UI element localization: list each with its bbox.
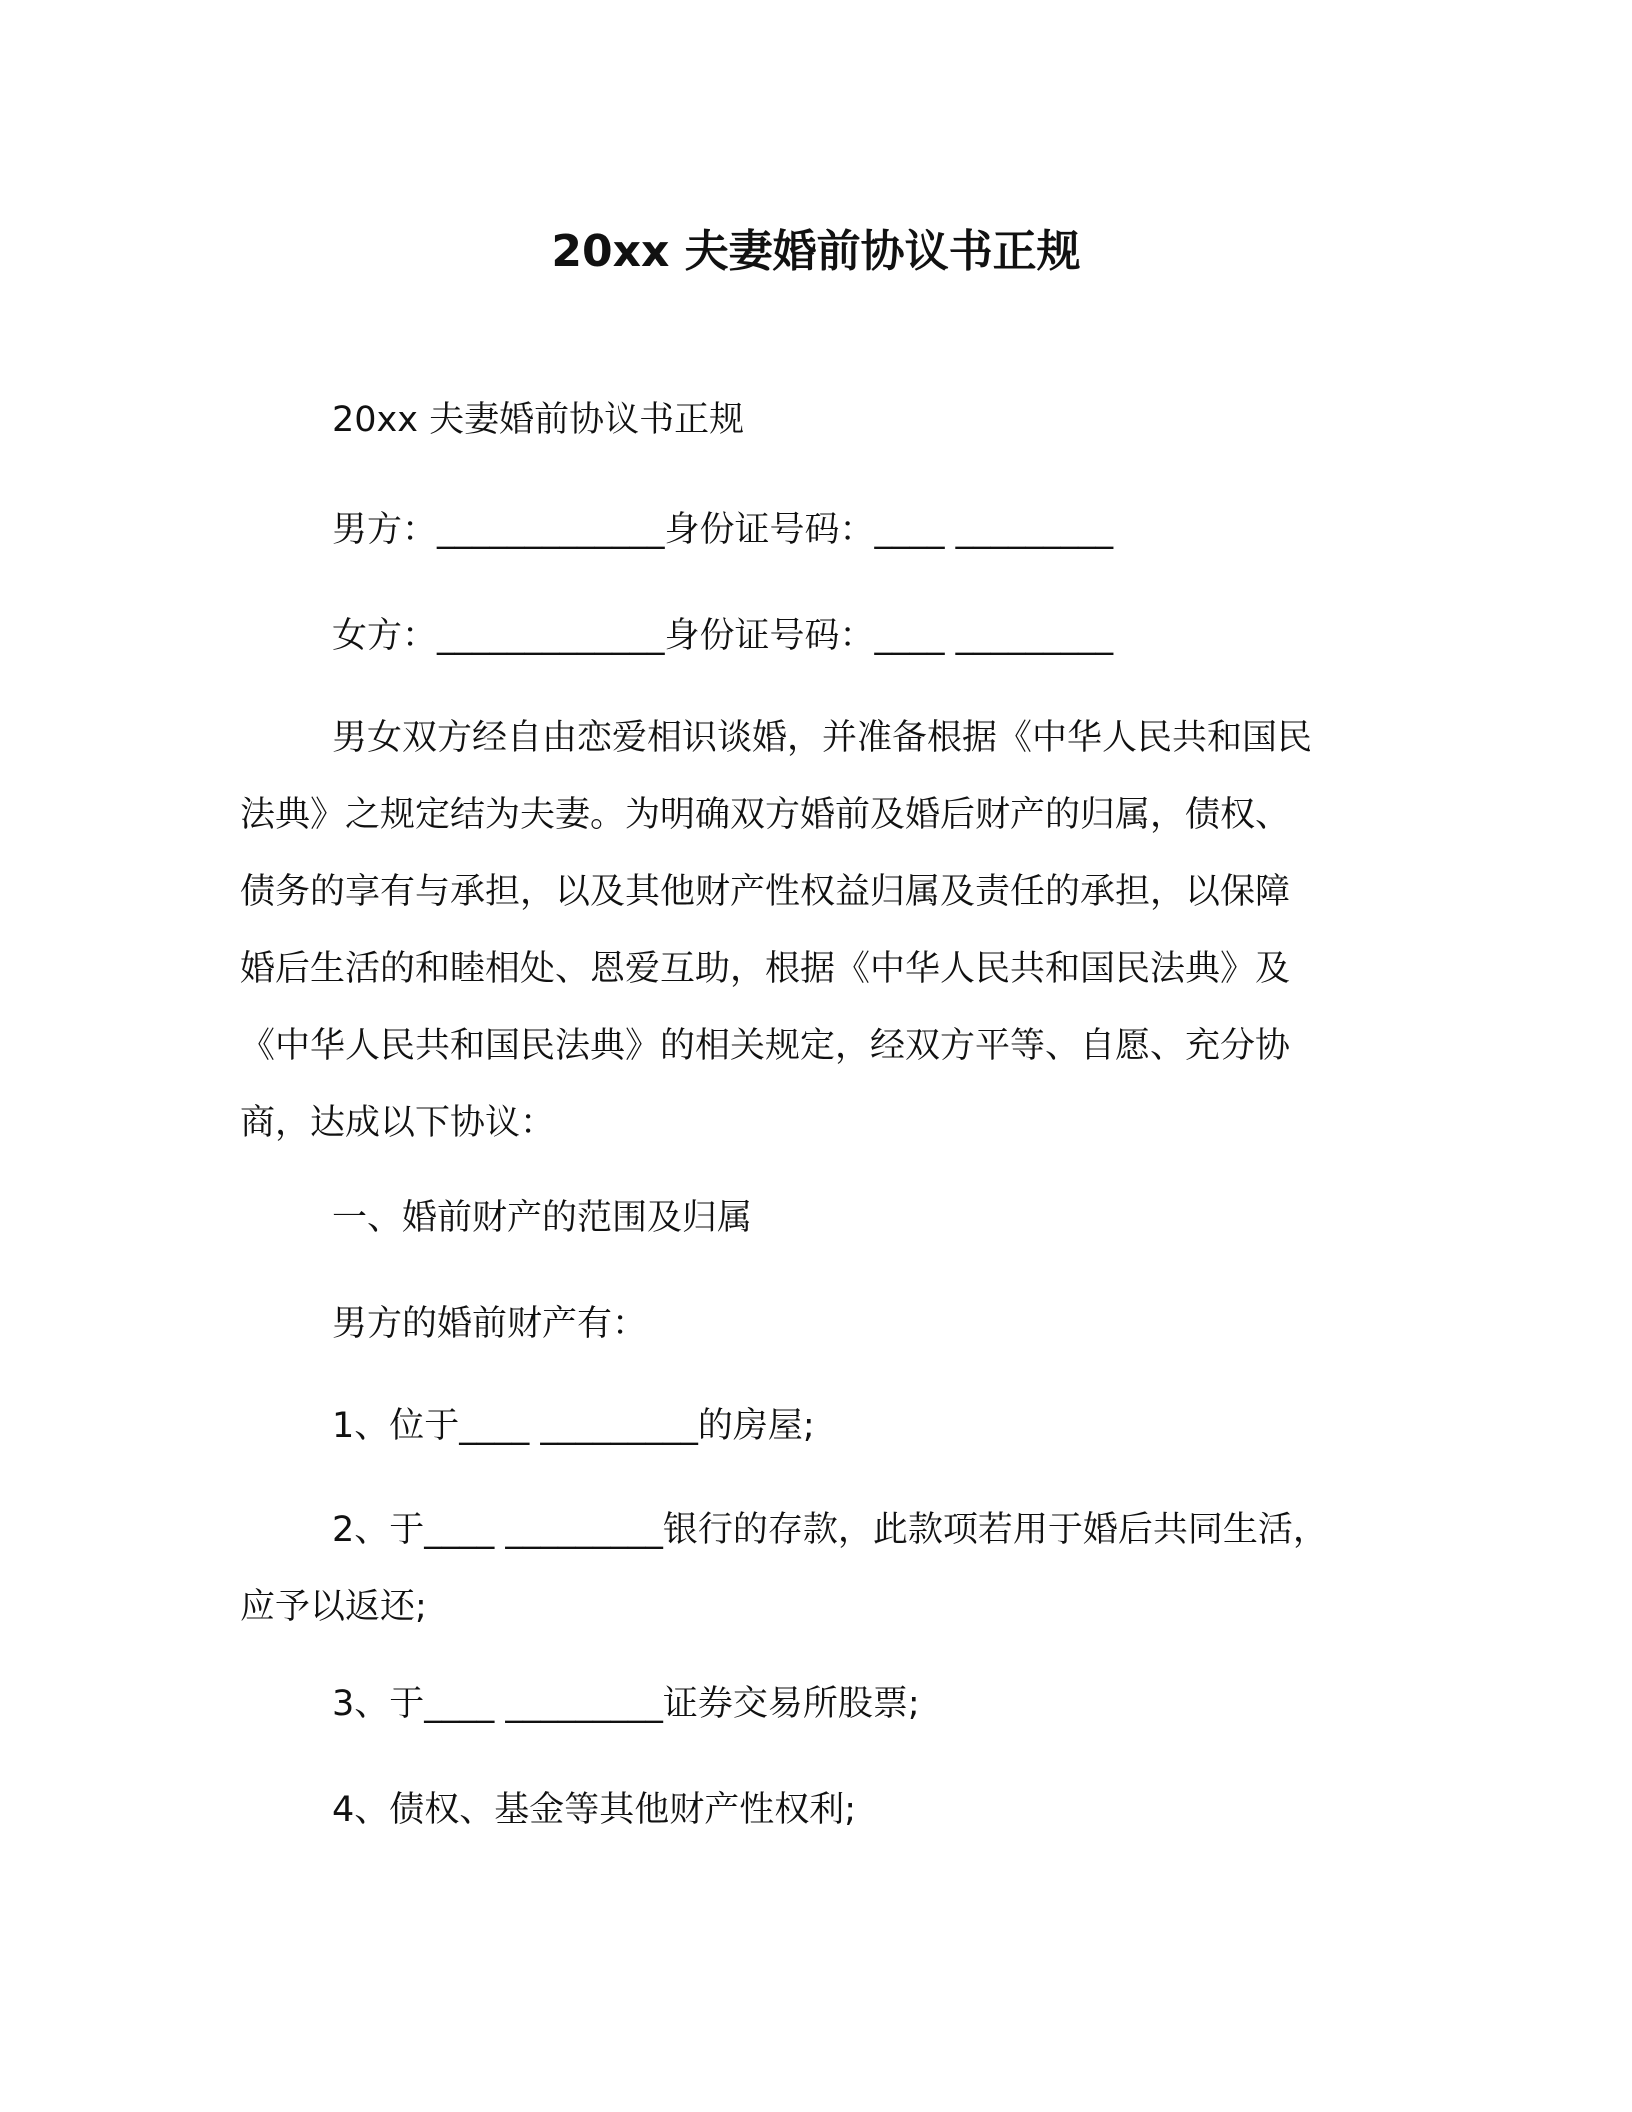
intro-line: 债务的享有与承担，以及其他财产性权益归属及责任的承担，以保障	[240, 872, 1291, 912]
intro-paragraph	[240, 700, 1390, 1162]
asset-item-2	[240, 1492, 1390, 1646]
asset-item-3: 3、于____ _________证券交易所股票;	[332, 1684, 920, 1724]
document-title: 20xx 夫妻婚前协议书正规	[551, 226, 1081, 277]
asset-item-2-line: 2、于____ _________银行的存款，此款项若用于婚后共同生活，	[332, 1510, 1328, 1550]
document-subtitle: 20xx 夫妻婚前协议书正规	[332, 400, 745, 440]
intro-line: 商，达成以下协议：	[240, 1103, 556, 1143]
intro-line: 男女双方经自由恋爱相识谈婚，并准备根据《中华人民共和国民	[332, 718, 1313, 758]
asset-item-1: 1、位于____ _________的房屋;	[332, 1406, 815, 1446]
asset-item-2-line: 应予以返还;	[240, 1587, 427, 1627]
asset-item-4: 4、债权、基金等其他财产性权利;	[332, 1790, 857, 1830]
intro-line: 法典》之规定结为夫妻。为明确双方婚前及婚后财产的归属，债权、	[240, 795, 1291, 835]
intro-line: 《中华人民共和国民法典》的相关规定，经双方平等、自愿、充分协	[240, 1026, 1291, 1066]
section-heading: 一、婚前财产的范围及归属	[332, 1198, 753, 1238]
intro-line: 婚后生活的和睦相处、恩爱互助，根据《中华人民共和国民法典》及	[240, 949, 1291, 989]
male-party-line: 男方：_____________身份证号码：____ _________	[332, 510, 1114, 550]
male-assets-heading: 男方的婚前财产有：	[332, 1304, 648, 1344]
female-party-line: 女方：_____________身份证号码：____ _________	[332, 616, 1114, 656]
